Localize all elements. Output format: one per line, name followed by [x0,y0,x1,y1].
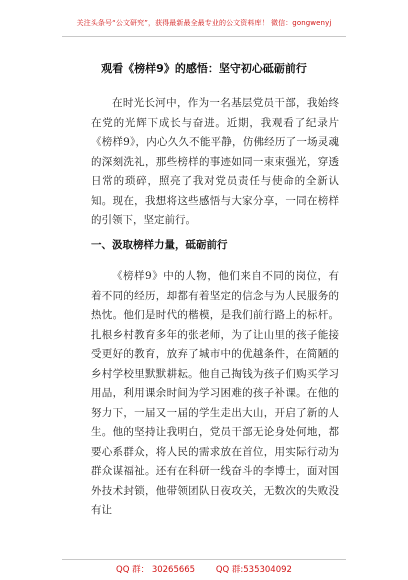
header-banner: 关注头条号“公文研究”，获得最新最全最专业的公文资料库！ 微信：gongwenyj [76,19,332,27]
header-divider [62,36,346,37]
body-paragraph: 《榜样9》中的人物，他们来自不同的岗位，有着不同的经历，却都有着坚定的信念与为人民服务的热忱。他们是时代的楷模，是我们前行路上的标杆。扎根乡村教育多年的张老师，为了让山里的孩子能接受更好的教育，放弃了城市中的优越条件，在简陋的乡村学校里默默耕耘。他自己掏钱为孩子们购买学习用品，利用课余时间为学习困难的孩子补课。在他的努力下，一届又一届的学生走出大山，开启了新的人生。他的坚持让我明白，党员干部无论身处何地，都要心系群众，将人民的需求放在首位，用实际行动为群众谋福祉。还有在科研一线奋斗的李博士，面对国外技术封锁，他带领团队日夜攻关，无数次的失败没有让 [91,270,339,516]
intro-paragraph: 在时光长河中，作为一名基层党员干部，我始终在党的光辉下成长与奋进。近期，我观看了纪录片《榜样9》，内心久久不能平静，仿佛经历了一场灵魂的深刻洗礼，那些榜样的事迹如同一束束强光，穿透日常的琐碎，照亮了我对党员责任与使命的全新认知。现在，我想将这些感悟与大家分享，一同在榜样的引领下，坚定前行。 [91,97,339,226]
footer-qq-group-2: QQ 群:535304092 [215,565,292,575]
footer-qq-group-1: QQ 群： 30265665 [116,565,196,575]
page-title: 观看《榜样9》的感悟：坚守初心砥砺前行 [101,62,307,75]
footer [0,563,408,575]
footer-divider [62,559,346,560]
section-heading: 一、汲取榜样力量，砥砺前行 [91,239,228,251]
